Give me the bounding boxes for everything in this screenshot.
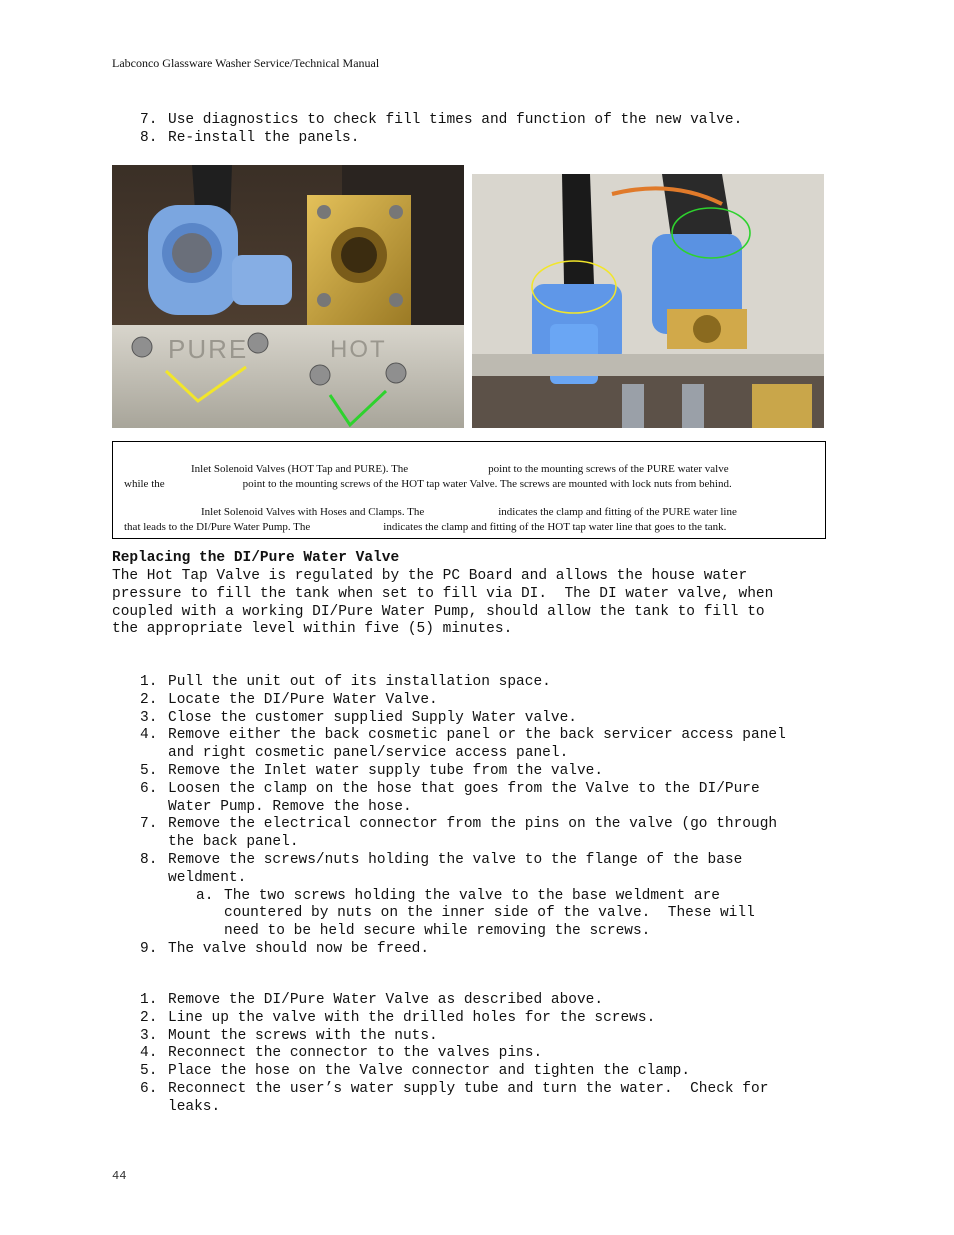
list-item: 4. Remove either the back cosmetic panel or the back servicer access panel and right cosmetic panel/service access panel. bbox=[140, 727, 786, 762]
list-item: 2. Line up the valve with the drilled holes for the screws. bbox=[140, 1009, 656, 1026]
list-item: 2. Locate the DI/Pure Water Valve. bbox=[140, 691, 438, 708]
top-steps-list bbox=[140, 112, 742, 148]
list-item: 3. Mount the screws with the nuts. bbox=[140, 1027, 438, 1044]
removal-steps-list bbox=[140, 674, 786, 959]
list-item: 8. Re-install the panels. bbox=[140, 129, 360, 146]
list-item: 9. The valve should now be freed. bbox=[140, 940, 430, 957]
list-item: 8. Remove the screws/nuts holding the valve to the flange of the base weldment. bbox=[140, 851, 743, 886]
figure-caption: Inlet Solenoid Valves (HOT Tap and PURE). The point to the mounting screws of the PURE water valve while the point to the mounting screws of the HOT tap water Valve. The screws are mounted with lock nuts from behind. Inlet Solenoid Valves with Hoses and Clamps. The indicates the clamp and fitting of the PURE water line that leads to the DI/Pure Water Pump. The indicates the clamp and fitting of the HOT tap water line that goes to the tank. bbox=[112, 441, 826, 539]
list-item: 1. Remove the DI/Pure Water Valve as described above. bbox=[140, 992, 604, 1008]
section-paragraph: The Hot Tap Valve is regulated by the PC Board and allows the house water pressure to fill the tank when set to fill via DI. The DI water valve, when coupled with a working DI/Pure Water Pump, should allow the tank to fill to the appropriate level within five (5) minutes. bbox=[112, 568, 774, 638]
list-subitem: a. The two screws holding the valve to the base weldment are countered by nuts on the inner side of the valve. These will need to be held secure while removing the screws. bbox=[196, 887, 755, 940]
photo-inlet-valves-front bbox=[112, 165, 464, 428]
list-item: 5. Place the hose on the Valve connector and tighten the clamp. bbox=[140, 1063, 691, 1080]
install-steps-list bbox=[140, 992, 768, 1117]
list-item: 4. Reconnect the connector to the valves pins. bbox=[140, 1045, 543, 1062]
pure-label: PURE bbox=[168, 334, 249, 364]
list-item: 3. Close the customer supplied Supply Water valve. bbox=[140, 709, 577, 726]
valves-front-illustration bbox=[112, 165, 464, 428]
list-item: 6. Loosen the clamp on the hose that goes from the Valve to the DI/Pure Water Pump. Remove the hose. bbox=[140, 780, 760, 815]
list-item: 6. Reconnect the user’s water supply tube and turn the water. Check for leaks. bbox=[140, 1080, 769, 1115]
page-number: 44 bbox=[112, 1169, 127, 1183]
hot-label: HOT bbox=[330, 336, 387, 363]
list-item: 7. Use diagnostics to check fill times and function of the new valve. bbox=[140, 112, 743, 128]
section-title: Replacing the DI/Pure Water Valve bbox=[112, 550, 400, 566]
photo-valves-hoses-clamps bbox=[472, 174, 824, 428]
list-item: 5. Remove the Inlet water supply tube from the valve. bbox=[140, 762, 604, 779]
list-item: 1. Pull the unit out of its installation space. bbox=[140, 674, 551, 690]
document-header: Labconco Glassware Washer Service/Technical Manual bbox=[112, 56, 380, 70]
valves-hoses-illustration bbox=[472, 174, 824, 428]
list-item: 7. Remove the electrical connector from the pins on the valve (go through the back panel. bbox=[140, 816, 778, 851]
